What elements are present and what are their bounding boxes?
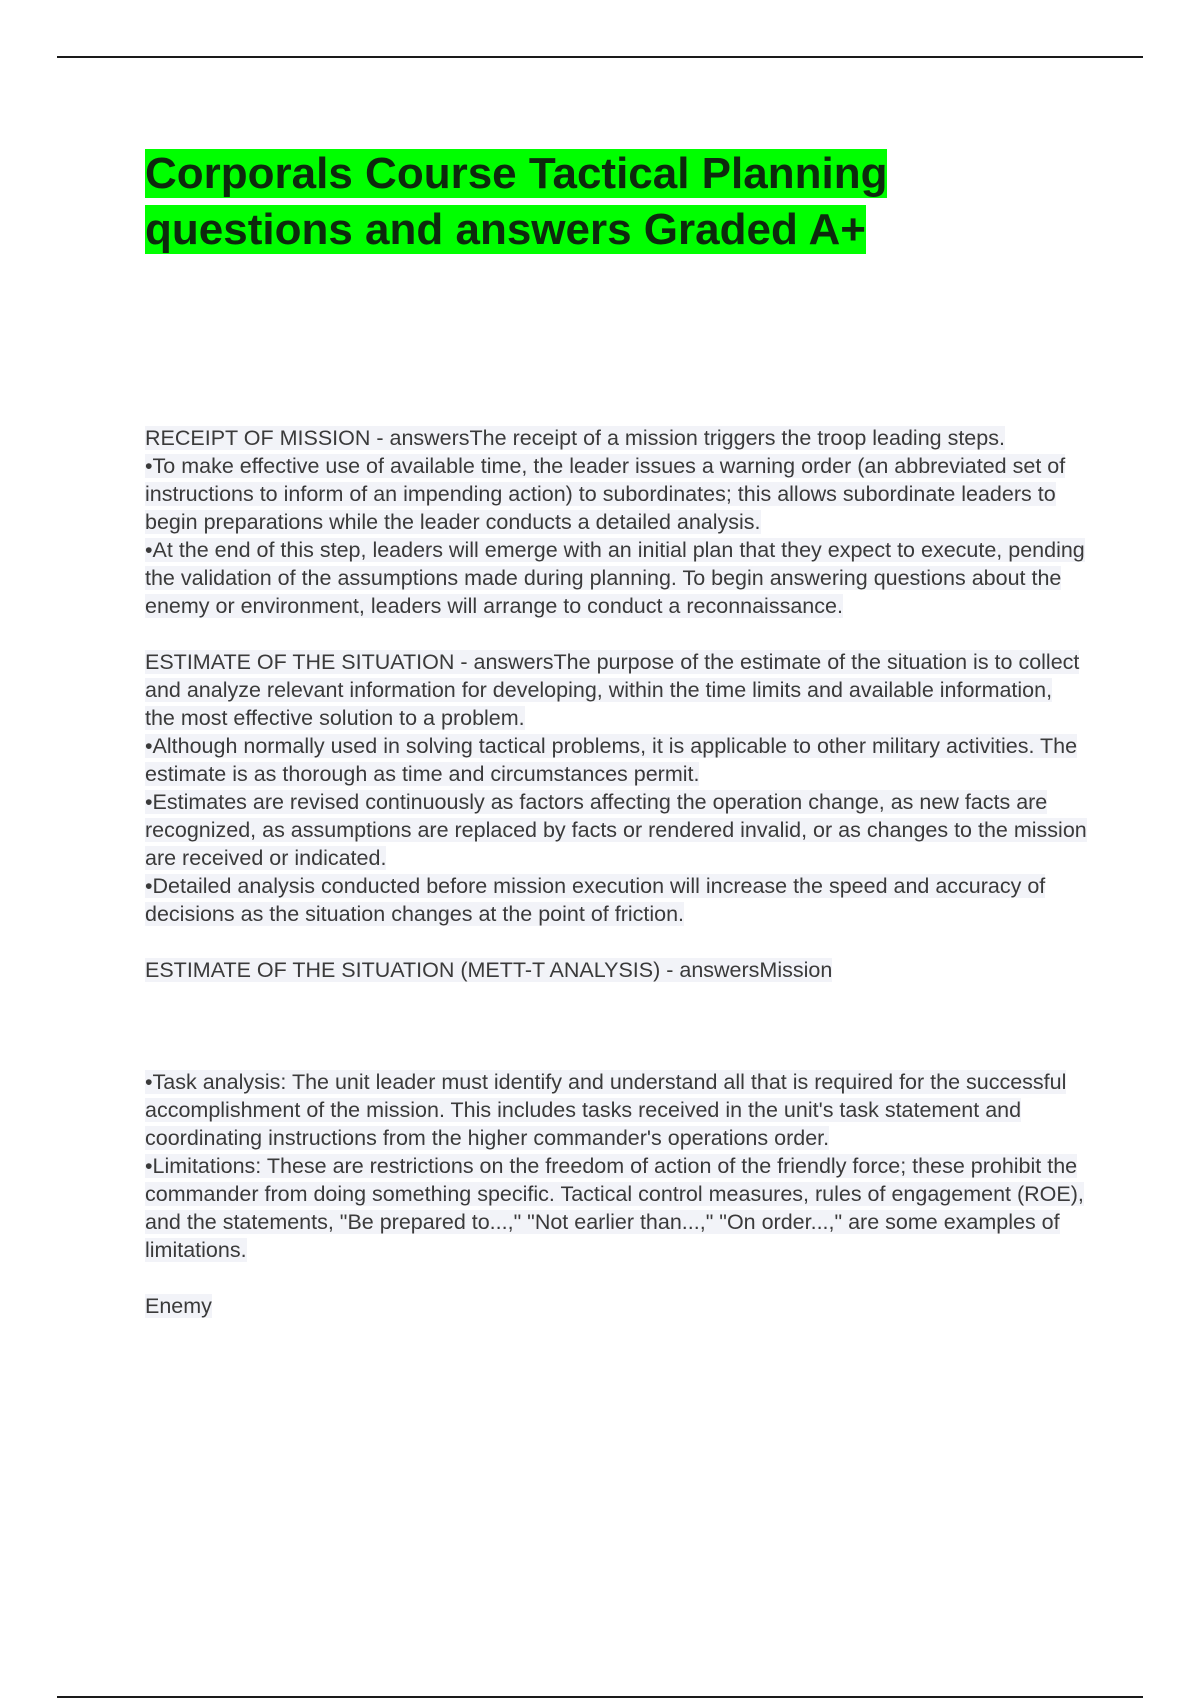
section-estimate-heading: ESTIMATE OF THE SITUATION - answersThe purpose of the estimate of the situation is to collect and analyze relevant information for developing, within the time limits and available information, the most effective solution to a problem. [145,650,1080,730]
section-estimate-bullet-3: •Detailed analysis conducted before mission execution will increase the speed and accuracy of decisions as the situation changes at the point of friction. [145,874,1046,926]
section-mett-t-heading: ESTIMATE OF THE SITUATION (METT-T ANALYSIS) - answersMission [145,958,833,982]
document-title [145,146,1045,258]
paragraph-spacer [145,928,1087,956]
section-estimate-bullet-1: •Although normally used in solving tactical problems, it is applicable to other military activities. The estimate is as thorough as time and circumstances permit. [145,734,1078,786]
section-receipt-bullet-2: •At the end of this step, leaders will emerge with an initial plan that they expect to execute, pending the validation of the assumptions made during planning. To begin answering questions about the enemy or environment, leaders will arrange to conduct a reconnaissance. [145,538,1085,618]
section-estimate-bullet-2: •Estimates are revised continuously as factors affecting the operation change, as new facts are recognized, as assumptions are replaced by facts or rendered invalid, or as changes to the mission are received or indicated. [145,790,1087,870]
paragraph-spacer [145,1264,1087,1292]
paragraph-spacer [145,984,1087,1068]
section-receipt-bullet-1: •To make effective use of available time, the leader issues a warning order (an abbreviated set of instructions to inform of an impending action) to subordinates; this allows subordinate leaders to begin preparations while the leader conducts a detailed analysis. [145,454,1066,534]
section-receipt-heading: RECEIPT OF MISSION - answersThe receipt of a mission triggers the troop leading steps. [145,426,1005,450]
document-body [145,424,1087,1320]
section-mett-t-bullet-2: •Limitations: These are restrictions on the freedom of action of the friendly force; these prohibit the commander from doing something specific. Tactical control measures, rules of engagement (ROE), and the statements, "Be prepared to...," "Not earlier than...," "On order...," are some examples of limitations. [145,1154,1084,1262]
closing-heading-enemy: Enemy [145,1294,212,1318]
paragraph-spacer [145,620,1087,648]
top-rule [57,56,1143,58]
bottom-rule [57,1696,1143,1698]
section-mett-t-bullet-1: •Task analysis: The unit leader must identify and understand all that is required for the successful accomplishment of the mission. This includes tasks received in the unit's task statement and coordinating instructions from the higher commander's operations order. [145,1070,1067,1150]
title-line-2: questions and answers Graded A+ [145,205,866,254]
title-line-1: Corporals Course Tactical Planning [145,149,888,198]
